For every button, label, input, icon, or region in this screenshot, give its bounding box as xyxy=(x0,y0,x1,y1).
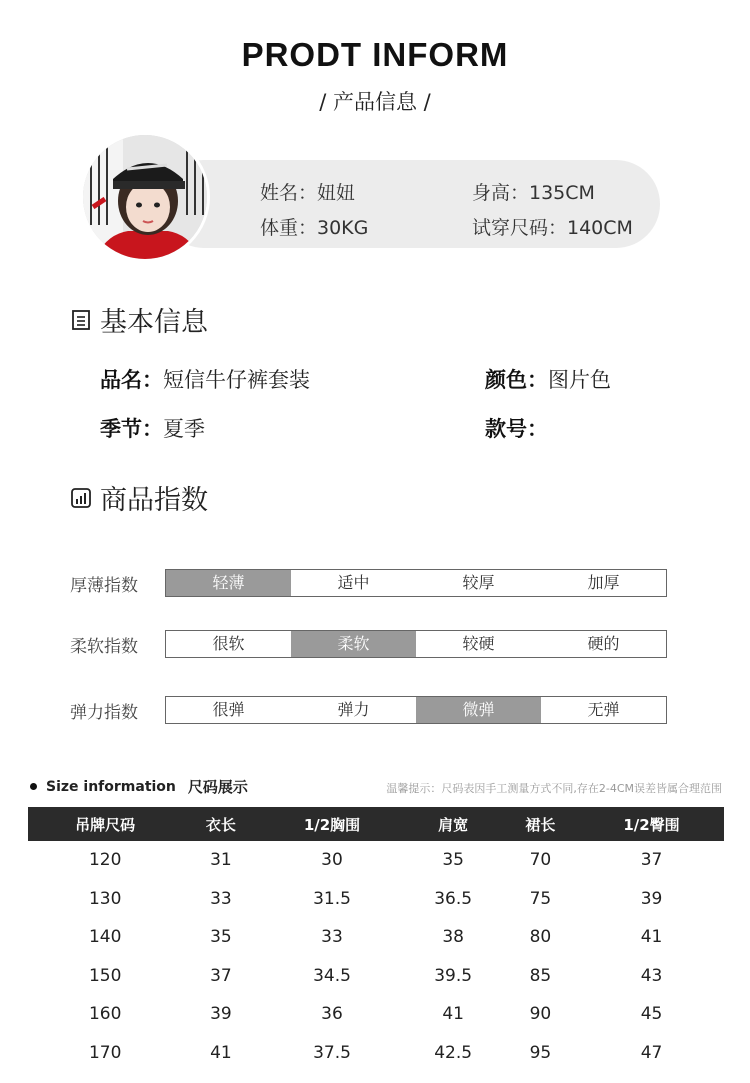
table-row xyxy=(28,841,724,880)
model-name: 姓名：妞妞 xyxy=(260,182,356,204)
size-note: 温馨提示：尺码表因手工测量方式不同,存在2-4CM误差皆属合理范围 xyxy=(386,782,722,795)
bullet-icon xyxy=(30,783,37,790)
elasticity-index-row xyxy=(70,696,670,724)
table-cell: 33 xyxy=(321,927,343,948)
info-style-number xyxy=(485,413,548,443)
thickness-index-row xyxy=(70,569,670,597)
info-key: 品名： xyxy=(100,368,163,392)
table-cell: 75 xyxy=(529,888,552,909)
model-try-size: 试穿尺码：140CM xyxy=(472,217,633,239)
table-row xyxy=(28,880,724,919)
index-option: 适中 xyxy=(337,573,370,592)
index-scale xyxy=(165,630,667,658)
table-cell: 160 xyxy=(88,1004,122,1025)
model-avatar xyxy=(80,132,210,262)
basic-info-title: 基本信息 xyxy=(100,307,208,338)
index-option: 很软 xyxy=(212,634,245,653)
info-key: 颜色： xyxy=(485,368,548,392)
product-index-heading xyxy=(70,478,208,517)
index-option: 无弹 xyxy=(587,700,620,719)
size-table xyxy=(28,807,724,1072)
table-cell: 41 xyxy=(442,1004,464,1025)
page-title: PRODT INFORM xyxy=(241,36,509,73)
table-cell: 42.5 xyxy=(434,1042,473,1063)
size-title-en: Size information xyxy=(46,778,176,795)
document-icon xyxy=(70,309,92,331)
model-photo xyxy=(83,135,210,262)
size-info-heading xyxy=(30,776,248,797)
index-option: 很弹 xyxy=(212,700,245,719)
table-row xyxy=(28,957,724,996)
table-cell: 36.5 xyxy=(434,888,473,909)
table-cell: 35 xyxy=(442,850,464,871)
info-key: 季节： xyxy=(100,417,163,441)
table-cell: 37 xyxy=(640,850,663,871)
index-option: 较厚 xyxy=(462,573,495,592)
table-cell: 36 xyxy=(321,1004,343,1025)
table-cell: 37.5 xyxy=(313,1042,351,1063)
softness-index-row xyxy=(70,630,670,658)
model-weight: 体重：30KG xyxy=(260,217,369,239)
index-option: 柔软 xyxy=(291,631,416,657)
table-cell: 45 xyxy=(640,1004,663,1025)
info-value: 图片色 xyxy=(548,368,611,392)
table-cell: 95 xyxy=(529,1042,552,1063)
table-cell: 140 xyxy=(88,927,122,948)
table-cell: 33 xyxy=(210,888,232,909)
info-value: 夏季 xyxy=(163,417,205,441)
column-header: 衣长 xyxy=(182,807,259,841)
index-label: 弹力指数 xyxy=(70,703,138,723)
info-key: 款号： xyxy=(485,417,548,441)
size-table-header xyxy=(28,807,724,841)
column-header: 裙长 xyxy=(502,807,579,841)
product-index-title: 商品指数 xyxy=(100,485,208,516)
table-row xyxy=(28,995,724,1034)
table-cell: 130 xyxy=(88,888,122,909)
table-cell: 35 xyxy=(210,927,232,948)
table-cell: 39 xyxy=(640,888,663,909)
model-height: 身高：135CM xyxy=(472,182,595,204)
index-option: 硬的 xyxy=(587,634,620,653)
index-option: 较硬 xyxy=(462,634,495,653)
column-header: 1/2胸围 xyxy=(260,807,405,841)
index-option: 加厚 xyxy=(587,573,620,592)
index-label: 柔软指数 xyxy=(70,637,138,657)
table-cell: 34.5 xyxy=(313,965,351,986)
column-header: 吊牌尺码 xyxy=(28,807,182,841)
table-cell: 90 xyxy=(529,1004,552,1025)
table-cell: 85 xyxy=(529,965,552,986)
table-cell: 80 xyxy=(529,927,552,948)
index-option: 弹力 xyxy=(337,700,370,719)
column-header: 1/2臀围 xyxy=(579,807,724,841)
index-scale xyxy=(165,696,667,724)
table-cell: 38 xyxy=(442,927,464,948)
table-cell: 41 xyxy=(640,927,663,948)
index-label: 厚薄指数 xyxy=(70,576,138,596)
table-cell: 120 xyxy=(88,850,122,871)
info-value: 短信牛仔裤套装 xyxy=(163,368,310,392)
info-color xyxy=(485,364,611,394)
table-cell: 47 xyxy=(640,1042,663,1063)
table-cell: 43 xyxy=(640,965,663,986)
table-cell: 39 xyxy=(210,1004,232,1025)
info-season xyxy=(100,413,205,443)
size-title-cn: 尺码展示 xyxy=(187,778,248,796)
table-cell: 31.5 xyxy=(313,888,351,909)
column-header: 肩宽 xyxy=(404,807,501,841)
table-row xyxy=(28,1034,724,1073)
table-cell: 170 xyxy=(88,1042,122,1063)
table-cell: 70 xyxy=(529,850,552,871)
index-scale xyxy=(165,569,667,597)
table-cell: 39.5 xyxy=(434,965,473,986)
table-cell: 31 xyxy=(210,850,232,871)
info-product-name xyxy=(100,364,310,394)
bar-chart-icon xyxy=(70,487,92,509)
table-cell: 41 xyxy=(210,1042,232,1063)
page-subtitle: / 产品信息 / xyxy=(319,90,431,114)
table-row xyxy=(28,918,724,957)
table-cell: 37 xyxy=(210,965,232,986)
basic-info-heading xyxy=(70,300,208,339)
index-option: 轻薄 xyxy=(166,570,291,596)
index-option: 微弹 xyxy=(416,697,541,723)
table-cell: 150 xyxy=(88,965,122,986)
table-cell: 30 xyxy=(321,850,343,871)
